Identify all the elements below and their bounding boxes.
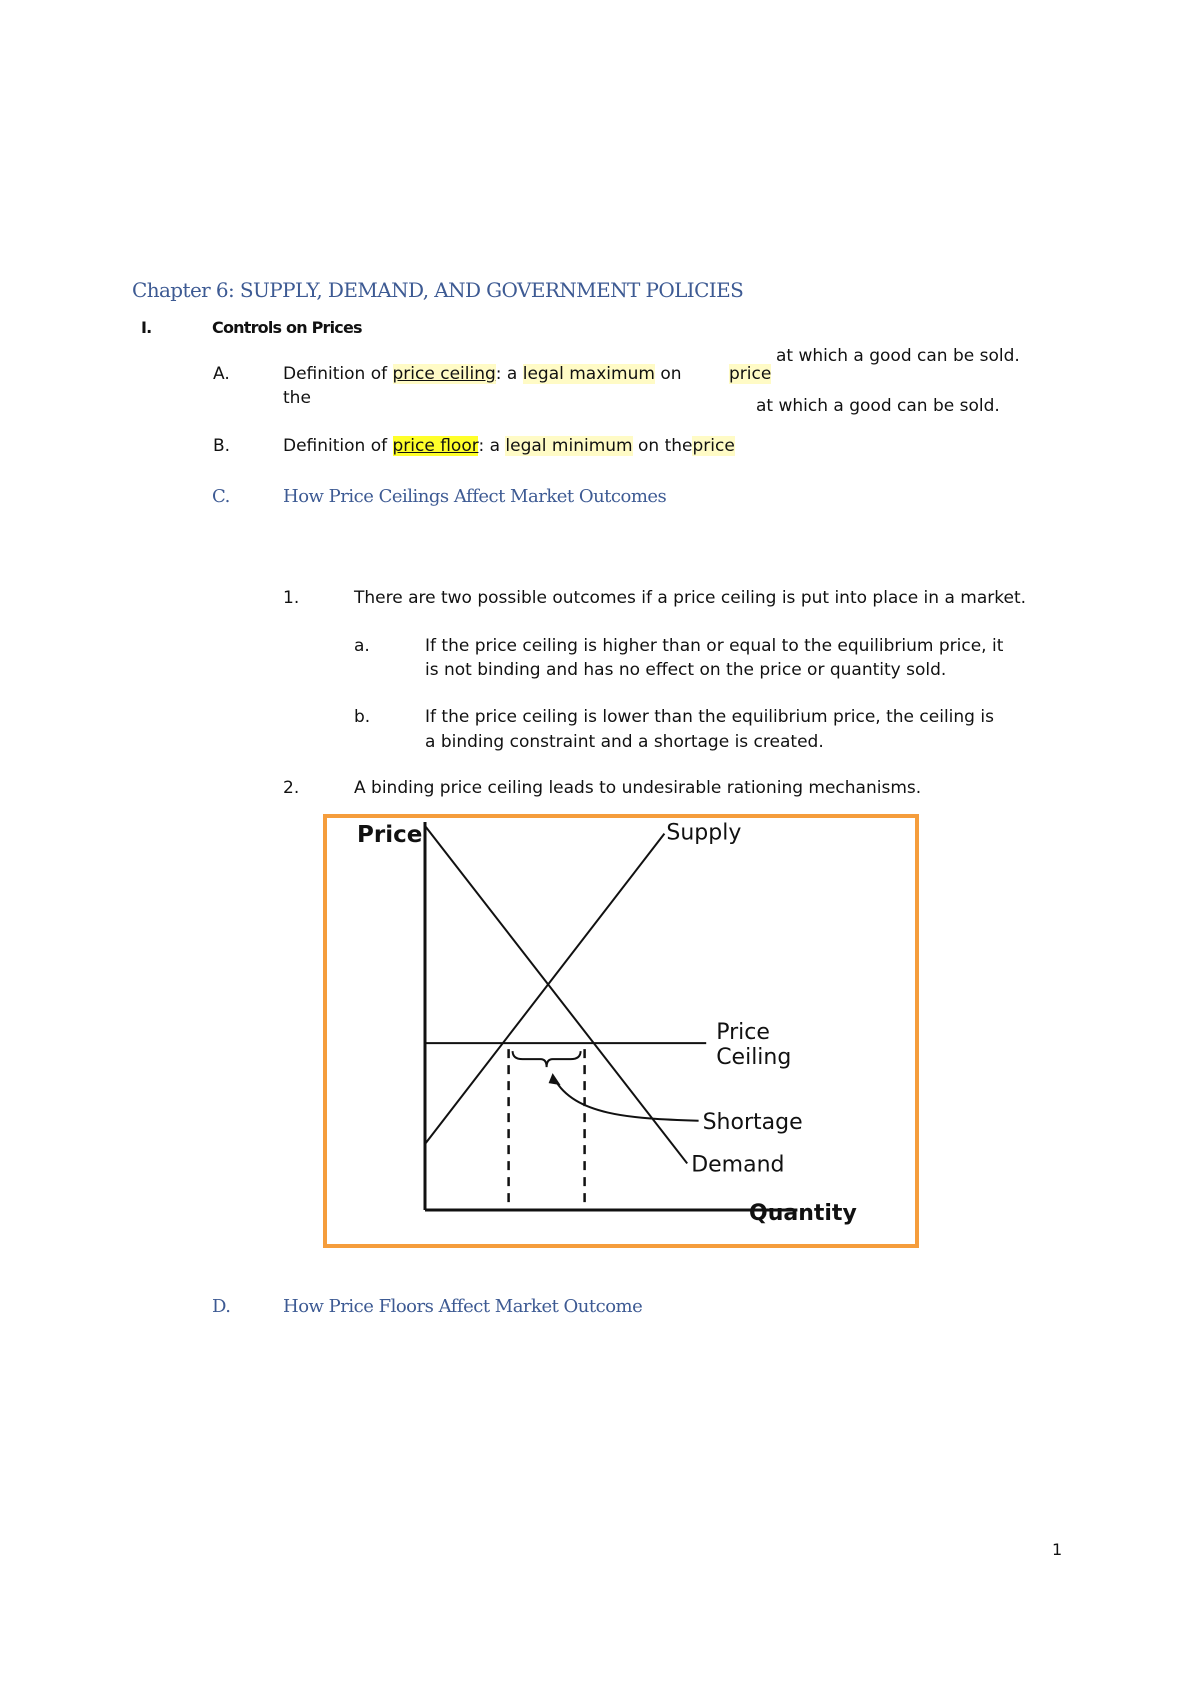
list-item-a-line1: If the price ceiling is higher than or equal to the equilibrium price, it [425, 636, 1004, 656]
demand-label: Demand [691, 1152, 785, 1178]
page-number: 1 [1052, 1540, 1063, 1559]
item-a-price: price [729, 364, 772, 384]
price-ceiling-chart [323, 814, 919, 1248]
item-b-definition [283, 436, 735, 456]
page-title: Chapter 6: SUPPLY, DEMAND, AND GOVERNMENT POLICIES [132, 278, 744, 302]
item-c-letter: C. [212, 486, 230, 507]
shortage-brace [513, 1051, 581, 1067]
item-a-definition [283, 364, 682, 384]
list-item-b-num: b. [354, 707, 371, 727]
shortage-label: Shortage [702, 1109, 803, 1135]
item-b-prefix: Definition of [283, 436, 393, 456]
list-item-b-line1: If the price ceiling is lower than the equilibrium price, the ceiling is [425, 707, 994, 727]
list-item-1-text: There are two possible outcomes if a price ceiling is put into place in a market. [354, 588, 1027, 608]
item-b-on-the: on the [632, 436, 693, 456]
list-item-2-text: A binding price ceiling leads to undesirable rationing mechanisms. [354, 778, 922, 798]
shortage-arrowhead [549, 1073, 561, 1085]
section-number: I. [141, 318, 152, 337]
y-axis-label: Price [357, 822, 423, 848]
section-heading: Controls on Prices [212, 318, 362, 337]
item-a-tail-top: at which a good can be sold. [776, 346, 1020, 366]
supply-curve [425, 834, 664, 1144]
item-d-heading: How Price Floors Affect Market Outcome [283, 1296, 643, 1317]
item-b-colon: : a [478, 436, 506, 456]
list-item-1-num: 1. [283, 588, 300, 608]
list-item-a-num: a. [354, 636, 370, 656]
item-d-letter: D. [212, 1296, 231, 1317]
item-a-on: on [654, 364, 682, 384]
list-item-a-line2: is not binding and has no effect on the price or quantity sold. [425, 660, 947, 680]
price-floor-term: price floor [392, 436, 479, 456]
price-ceiling-term: price ceiling [392, 364, 496, 384]
demand-curve [425, 826, 687, 1164]
item-c-heading: How Price Ceilings Affect Market Outcomes [283, 486, 667, 507]
price-ceiling-label-line1: Price [716, 1020, 770, 1046]
item-a-colon: : a [495, 364, 523, 384]
item-b-letter: B. [213, 436, 231, 456]
list-item-2-num: 2. [283, 778, 300, 798]
x-axis-label: Quantity [749, 1201, 857, 1226]
item-a-prefix: Definition of [283, 364, 393, 384]
item-b-price: price [692, 436, 735, 456]
item-a-tail-bottom: at which a good can be sold. [756, 396, 1000, 416]
legal-maximum-term: legal maximum [522, 364, 655, 384]
chart-svg [327, 818, 915, 1244]
supply-label: Supply [666, 820, 742, 846]
list-item-b-line2: a binding constraint and a shortage is created. [425, 732, 824, 752]
price-ceiling-label-line2: Ceiling [716, 1045, 792, 1071]
item-a-letter: A. [213, 364, 230, 384]
item-a-the: the [283, 388, 311, 408]
legal-minimum-term: legal minimum [505, 436, 633, 456]
